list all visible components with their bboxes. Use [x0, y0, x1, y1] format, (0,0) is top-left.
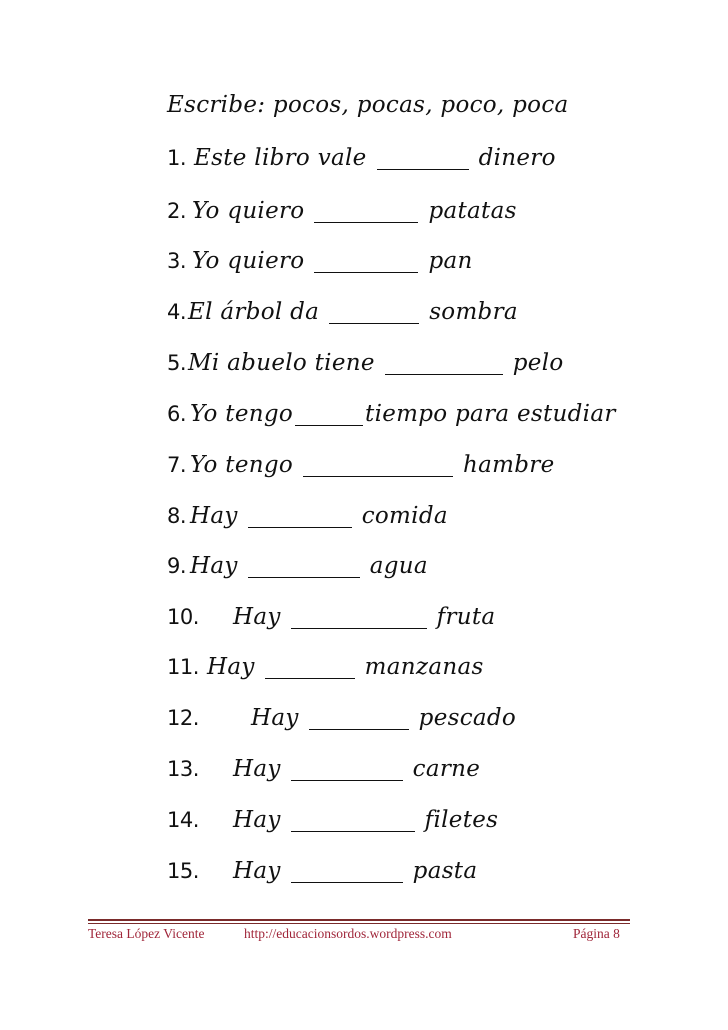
footer-author: Teresa López Vicente [88, 926, 205, 941]
answer-blank[interactable] [329, 301, 419, 324]
item-text-after: hambre [463, 452, 555, 478]
item-text-before: Hay [233, 756, 281, 782]
exercise-item-5 [167, 343, 564, 383]
item-number: 9. [167, 554, 187, 578]
item-text-after: pasta [412, 858, 478, 884]
item-text-after: sombra [429, 299, 518, 325]
item-text-before: Yo quiero [192, 198, 305, 224]
answer-blank[interactable] [265, 656, 355, 679]
item-number: 7. [167, 453, 187, 477]
exercise-item-1 [167, 138, 556, 178]
exercise-item-7 [167, 445, 555, 485]
item-number: 1. [167, 146, 187, 170]
item-text-before: Hay [233, 858, 281, 884]
item-text-after: tiempo para estudiar [365, 401, 616, 427]
item-text-before: Hay [251, 705, 299, 731]
answer-blank[interactable] [291, 606, 427, 629]
item-number: 2. [167, 199, 187, 223]
answer-blank[interactable] [291, 758, 403, 781]
instruction-text: Escribe: pocos, pocas, poco, poca [167, 92, 569, 118]
footer-divider [88, 919, 630, 921]
item-number: 8. [167, 504, 187, 528]
answer-blank[interactable] [291, 860, 403, 883]
item-number: 6. [167, 402, 187, 426]
exercise-item-13 [167, 749, 480, 789]
exercise-item-14 [167, 800, 498, 840]
item-text-before: Yo quiero [192, 248, 305, 274]
instruction [167, 85, 569, 125]
item-text-after: carne [412, 756, 481, 782]
item-text-after: patatas [428, 198, 517, 224]
footer-page-number: Página 8 [573, 926, 620, 941]
answer-blank[interactable] [385, 352, 503, 375]
item-text-before: El árbol da [188, 299, 320, 325]
exercise-item-9 [167, 546, 428, 586]
item-text-after: dinero [478, 145, 556, 171]
item-text-before: Yo tengo [190, 401, 294, 427]
item-number: 15. [167, 859, 199, 883]
item-text-after: pan [428, 248, 473, 274]
exercise-item-3 [167, 241, 473, 281]
item-text-before: Hay [190, 503, 238, 529]
exercise-item-15 [167, 851, 477, 891]
exercise-item-12 [167, 698, 516, 738]
answer-blank[interactable] [248, 505, 352, 528]
exercise-item-10 [167, 597, 495, 637]
exercise-item-4 [167, 292, 518, 332]
answer-blank[interactable] [248, 555, 360, 578]
exercise-item-8 [167, 496, 448, 536]
item-text-before: Yo tengo [190, 452, 294, 478]
exercise-item-11 [167, 647, 484, 687]
item-number: 5. [167, 351, 187, 375]
footer-divider-thin [88, 923, 630, 924]
item-number: 4. [167, 300, 187, 324]
answer-blank[interactable] [314, 250, 418, 273]
item-number: 10. [167, 605, 199, 629]
answer-blank[interactable] [377, 147, 469, 170]
item-text-after: fruta [436, 604, 496, 630]
answer-blank[interactable] [303, 454, 453, 477]
item-number: 12. [167, 706, 199, 730]
exercise-item-2 [167, 191, 517, 231]
item-number: 3. [167, 249, 187, 273]
item-text-after: agua [369, 553, 428, 579]
item-text-after: pescado [418, 705, 517, 731]
item-number: 11. [167, 655, 199, 679]
answer-blank[interactable] [309, 707, 409, 730]
item-text-after: pelo [512, 350, 564, 376]
item-text-before: Hay [233, 604, 281, 630]
item-text-before: Hay [207, 654, 255, 680]
item-text-after: comida [361, 503, 448, 529]
item-number: 14. [167, 808, 199, 832]
item-text-after: manzanas [364, 654, 484, 680]
item-text-after: filetes [424, 807, 499, 833]
answer-blank[interactable] [295, 403, 363, 426]
item-text-before: Hay [233, 807, 281, 833]
answer-blank[interactable] [291, 809, 415, 832]
answer-blank[interactable] [314, 200, 418, 223]
item-number: 13. [167, 757, 199, 781]
footer-url-link[interactable]: http://educacionsordos.wordpress.com [244, 926, 452, 941]
exercise-item-6 [167, 394, 616, 434]
item-text-before: Mi abuelo tiene [188, 350, 375, 376]
item-text-before: Hay [190, 553, 238, 579]
item-text-before: Este libro vale [194, 145, 367, 171]
